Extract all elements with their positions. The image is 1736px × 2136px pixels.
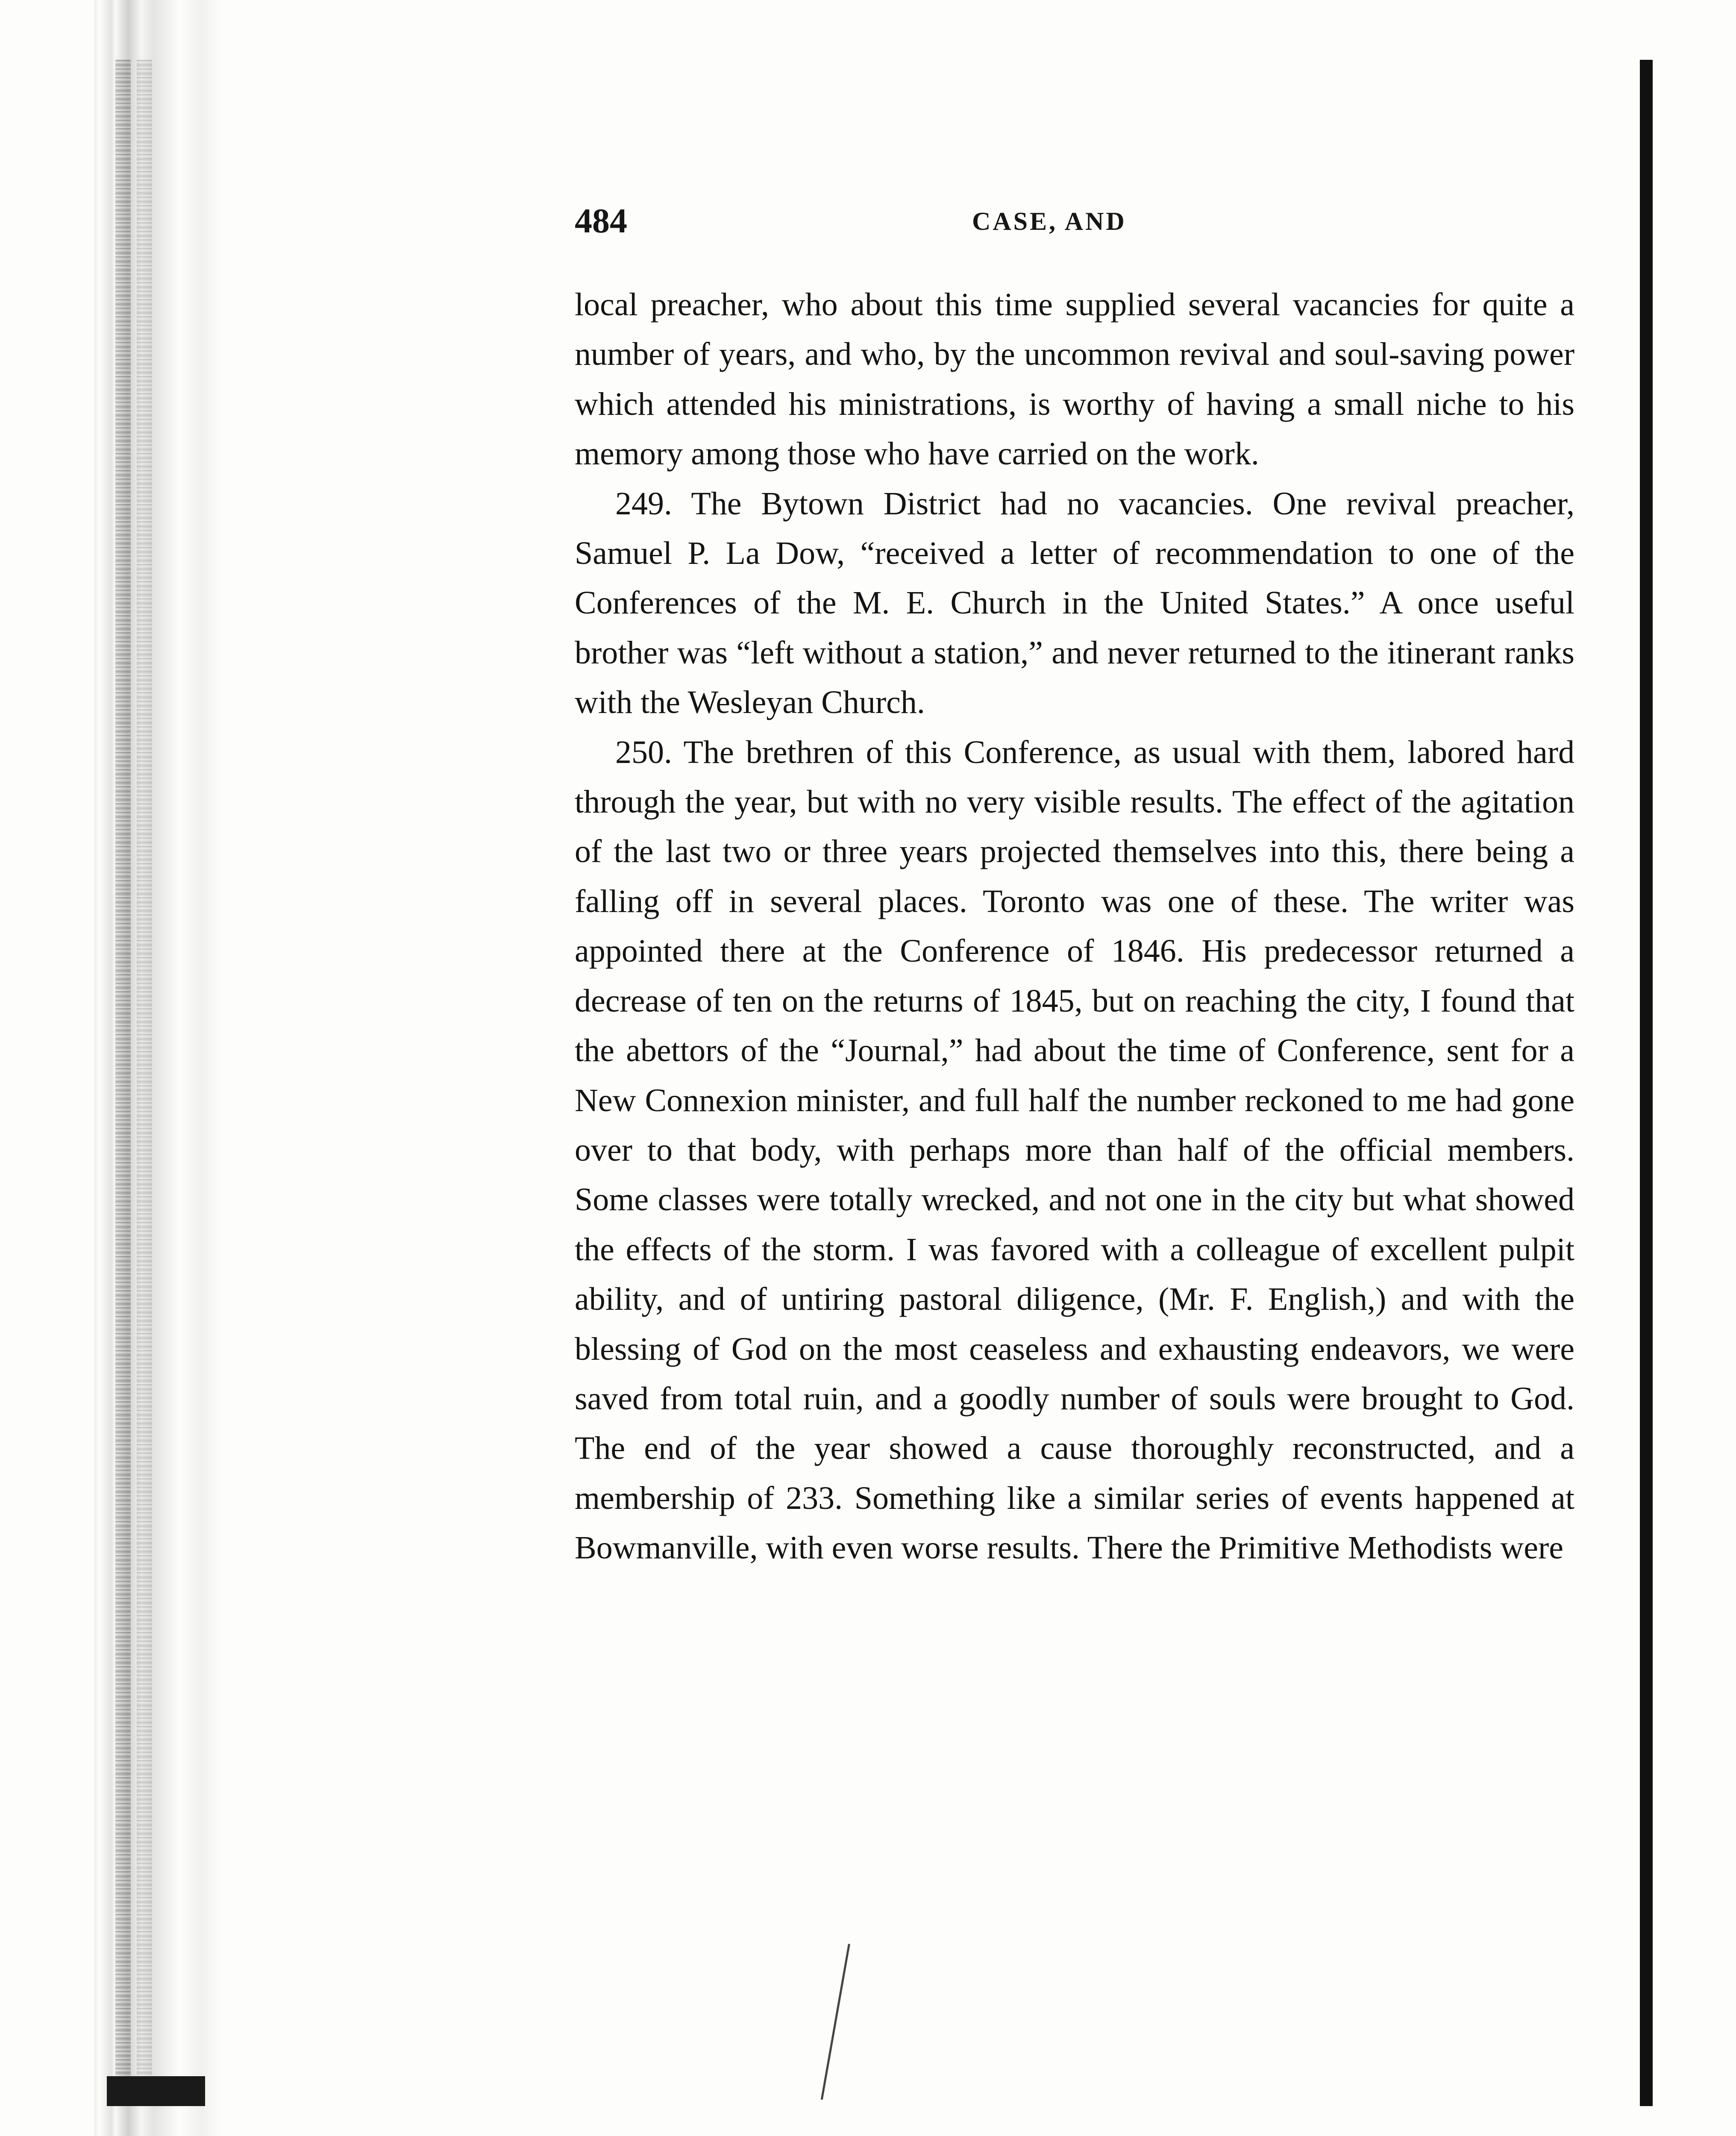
paragraph: local preacher, who about this time supplied several vacancies for quite a number of years, and who, by the uncommon revival and soul-saving power which attended his ministrations, is worthy of having a small niche to his memory among those who have carried on the work. — [575, 287, 1574, 472]
scan-stray-mark — [821, 1944, 850, 2100]
page-header — [575, 201, 1574, 248]
binding-gutter-shadow — [0, 0, 308, 2136]
body-text — [575, 280, 1574, 1573]
page-number: 484 — [575, 201, 627, 240]
running-head: CASE, AND — [972, 207, 1127, 235]
gutter-dark-corner — [107, 2076, 205, 2106]
gutter-scan-stripe — [137, 60, 152, 2102]
gutter-scan-stripe — [115, 60, 131, 2102]
paragraph: 250. The brethren of this Conference, as usual with them, labored hard through the year, but with no very visible results. The effect of the agitation of the last two or three years projected themselves into this, there being a falling off in several places. Toronto was one of these. The writer was appointed there at the Conference of 1846. His predecessor returned a decrease of ten on the returns of 1845, but on reaching the city, I found that the abettors of the “Journal,” had about the time of Conference, sent for a New Connexion minister, and full half the number reckoned to me had gone over to that body, with perhaps more than half of the official members. Some classes were totally wrecked, and not one in the city but what showed the effects of the storm. I was favored with a colleague of excellent pulpit ability, and of untiring pastoral diligence, (Mr. F. English,) and with the blessing of God on the most ceaseless and exhausting endeavors, we were saved from total ruin, and a goodly number of souls were brought to God. The end of the year showed a cause thoroughly reconstructed, and a membership of 233. Something like a similar series of events happened at Bowmanville, with even worse results. There the Primitive Methodists were — [575, 734, 1574, 1566]
page-edge-rule — [1640, 60, 1653, 2106]
paragraph: 249. The Bytown District had no vacancies. One revival preacher, Samuel P. La Dow, “received a letter of recommendation to one of the Conferences of the M. E. Church in the United States.” A once useful brother was “left without a station,” and never returned to the itinerant ranks with the Wesleyan Church. — [575, 485, 1574, 721]
